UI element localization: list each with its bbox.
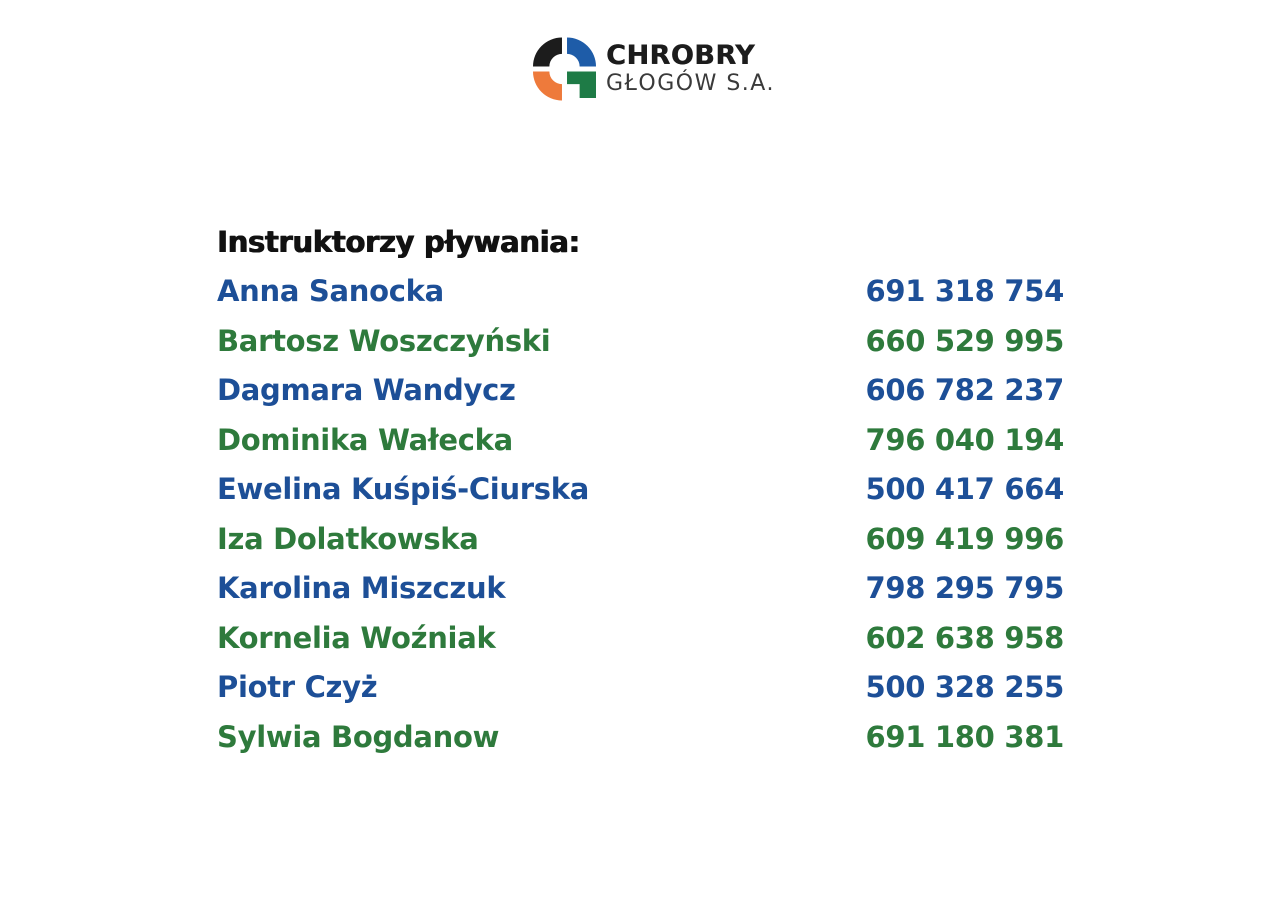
instructor-name: Sylwia Bogdanow: [217, 719, 500, 754]
instructor-phone: 609 419 996: [865, 521, 1064, 556]
instructor-row: [217, 514, 1064, 564]
instructor-row: [217, 712, 1064, 762]
instructor-phone: 500 417 664: [865, 472, 1064, 507]
logo-subtitle: GŁOGÓW S.A.: [606, 70, 775, 96]
instructor-row: [217, 267, 1064, 317]
instructor-phone: 606 782 237: [865, 373, 1064, 408]
instructor-phone: 796 040 194: [865, 422, 1064, 457]
logo-arc-top-right: [567, 38, 596, 67]
logo-text: [606, 42, 775, 96]
instructor-row: [217, 415, 1064, 465]
logo-arc-top-left: [533, 38, 562, 67]
instructor-row: [217, 613, 1064, 663]
logo: [533, 36, 775, 102]
instructor-name: Dominika Wałecka: [217, 422, 513, 457]
instructor-row: [217, 564, 1064, 614]
instructor-phone: 500 328 255: [865, 670, 1064, 705]
instructor-name: Anna Sanocka: [217, 274, 444, 309]
instructor-list: [217, 267, 1064, 762]
instructor-row: [217, 465, 1064, 515]
instructor-phone: 691 318 754: [865, 274, 1064, 309]
instructor-name: Piotr Czyż: [217, 670, 378, 705]
instructor-list-block: [217, 217, 1064, 762]
instructor-name: Kornelia Woźniak: [217, 620, 496, 655]
instructor-phone: 798 295 795: [865, 571, 1064, 606]
instructor-name: Iza Dolatkowska: [217, 521, 479, 556]
list-title: Instruktorzy pływania:: [217, 224, 580, 259]
instructor-row: [217, 316, 1064, 366]
instructor-row: [217, 366, 1064, 416]
logo-arc-bottom-left: [533, 72, 562, 101]
logo-gbar-bottom-right: [567, 72, 596, 98]
logo-brand: CHROBRY: [606, 40, 756, 72]
instructor-name: Bartosz Woszczyński: [217, 323, 551, 358]
instructor-phone: 691 180 381: [865, 719, 1064, 754]
chrobry-g-logo-icon: [533, 36, 596, 102]
instructor-name: Ewelina Kuśpiś-Ciurska: [217, 472, 590, 507]
instructor-phone: 602 638 958: [865, 620, 1064, 655]
instructor-phone: 660 529 995: [865, 323, 1064, 358]
instructor-row: [217, 663, 1064, 713]
instructor-name: Dagmara Wandycz: [217, 373, 516, 408]
instructor-name: Karolina Miszczuk: [217, 571, 506, 606]
